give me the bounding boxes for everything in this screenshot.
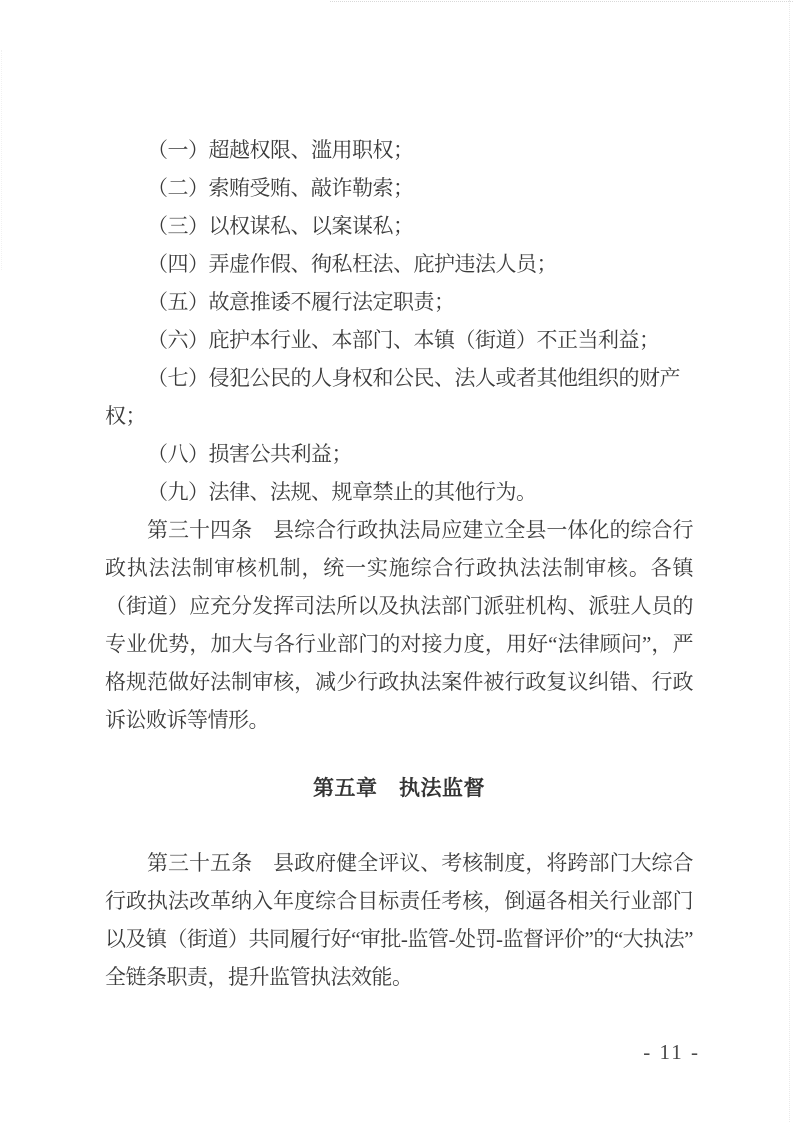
scan-artifact-left — [1, 50, 2, 270]
clause-item-9: （九）法律、法规、规章禁止的其他行为。 — [147, 480, 537, 504]
clause-item-2: （二）索贿受贿、敲诈勒索； — [147, 176, 414, 200]
scan-artifact-top — [330, 1, 793, 2]
page-number: - 11 - — [643, 1040, 700, 1064]
clause-item-3: （三）以权谋私、以案谋私； — [147, 214, 414, 238]
clause-item-6: （六）庇护本行业、本部门、本镇（街道）不正当利益； — [147, 328, 660, 352]
clause-item-5: （五）故意推诿不履行法定职责； — [147, 290, 455, 314]
scan-artifact-right — [789, 0, 790, 1122]
article-35-paragraph: 第三十五条 县政府健全评议、考核制度，将跨部门大综合行政执法改革纳入年度综合目标责任考核，倒逼各相关行业部门以及镇（街道）共同履行好“审批-监管-处罚-监督评价”的“大执法”全链条职责，提升监管执法效能。 — [105, 851, 693, 989]
chapter-heading: 第五章 执法监督 — [313, 777, 485, 800]
clause-item-7: （七）侵犯公民的人身权和公民、法人或者其他组织的财产权； — [105, 366, 680, 428]
clause-item-1: （一）超越权限、滥用职权； — [147, 138, 414, 162]
clause-item-4: （四）弄虚作假、徇私枉法、庇护违法人员； — [147, 252, 557, 276]
article-34-paragraph: 第三十四条 县综合行政执法局应建立全县一体化的综合行政执法法制审核机制，统一实施综合行政执法法制审核。各镇（街道）应充分发挥司法所以及执法部门派驻机构、派驻人员的专业优势，加大与各行业部门的对接力度，用好“法律顾问”，严格规范做好法制审核，减少行政执法案件被行政复议纠错、行政诉讼败诉等情形。 — [105, 518, 693, 732]
clause-item-8: （八）损害公共利益； — [147, 442, 352, 466]
document-content — [105, 131, 693, 996]
